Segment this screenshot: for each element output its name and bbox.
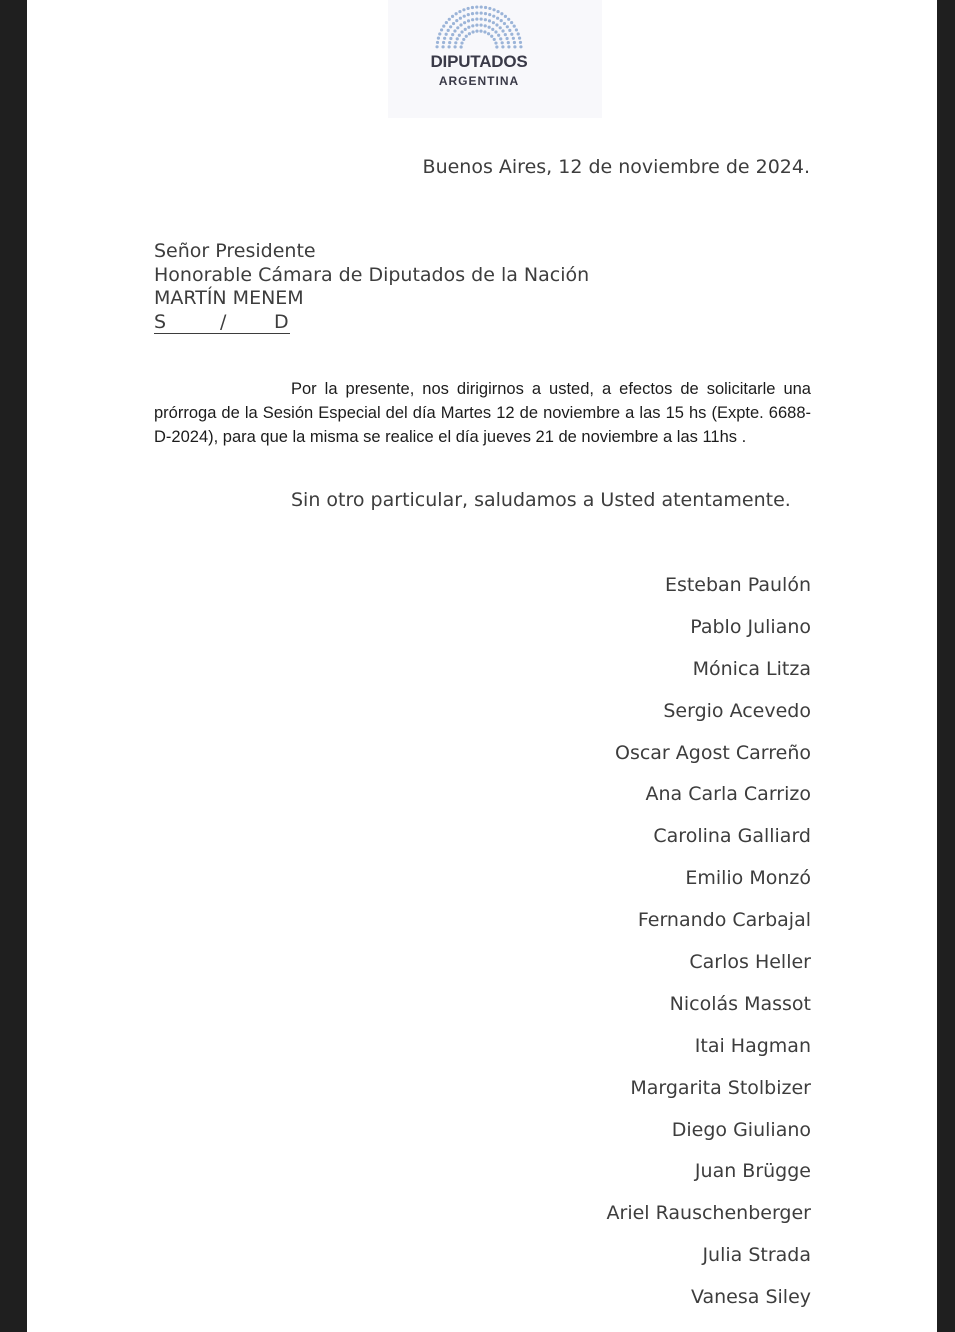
seat-dot	[484, 24, 487, 27]
seat-dot	[488, 19, 491, 22]
seat-dot	[455, 19, 458, 22]
seat-dot	[519, 45, 522, 48]
seat-dot	[456, 37, 459, 40]
addressee-line-2: Honorable Cámara de Diputados de la Nación	[154, 263, 590, 286]
signer-name: Esteban Paulón	[664, 574, 811, 596]
seat-dot	[471, 30, 474, 33]
seat-dot	[441, 45, 444, 48]
su-despacho	[154, 311, 290, 334]
signer-name: Pablo Juliano	[690, 615, 811, 638]
seat-dot	[488, 13, 491, 16]
seat-dot	[494, 41, 497, 44]
seat-dot	[452, 22, 455, 25]
seat-dot	[492, 21, 495, 24]
seat-dot	[462, 8, 465, 11]
seat-dot	[464, 28, 467, 31]
seat-dot	[437, 37, 440, 40]
seat-dot	[459, 17, 462, 20]
seat-dot	[503, 22, 506, 25]
seat-dot	[448, 18, 451, 21]
letter-date: Buenos Aires, 12 de noviembre de 2024.	[422, 156, 810, 178]
signer-name: Nicolás Massot	[669, 992, 811, 1015]
seat-dot	[463, 15, 466, 18]
seat-dot	[475, 11, 478, 14]
seat-dot	[479, 30, 482, 33]
sd-s: S	[154, 310, 167, 333]
seat-dot	[490, 35, 493, 38]
signer-name: Mónica Litza	[692, 657, 811, 680]
addressee-line-3: MARTÍN MENEM	[154, 287, 304, 309]
seat-dot	[488, 26, 491, 29]
letter-body: Por la presente, nos dirigirnos a usted, a efectos de solicitarle una prórroga de la Sesión Especial del día Martes 12 de noviembre a las 15 hs (Expte. 6688-D-2024), para que la misma se realice el día jueves 21 de noviembre a las 11hs .	[154, 380, 811, 446]
logo-subtitle: ARGENTINA	[438, 74, 520, 88]
seat-dot	[467, 7, 470, 10]
seat-dot	[507, 18, 510, 21]
seat-dot	[491, 28, 494, 31]
seat-dot	[506, 37, 509, 40]
seat-dot	[445, 21, 448, 24]
seat-dot	[443, 37, 446, 40]
seat-dot	[455, 12, 458, 15]
seat-dot	[467, 26, 470, 29]
addressee-block	[154, 240, 589, 334]
seat-dot	[463, 21, 466, 24]
signer-name: Ariel Rauschenberger	[606, 1202, 811, 1225]
signer-name: Sergio Acevedo	[663, 699, 811, 722]
seat-dot	[518, 37, 521, 40]
signer-name: Emilio Monzó	[685, 867, 811, 890]
seat-dot	[487, 32, 490, 35]
seat-dot	[519, 41, 522, 44]
seat-dot	[507, 41, 510, 44]
seat-dot	[460, 45, 463, 48]
seat-dot	[495, 23, 498, 26]
seat-dot	[459, 23, 462, 26]
seat-dot	[440, 28, 443, 31]
seat-dot	[471, 12, 474, 15]
seat-dot	[484, 18, 487, 21]
seat-dot	[515, 28, 518, 31]
seat-dot	[442, 41, 445, 44]
signer-name: Diego Giuliano	[671, 1118, 811, 1141]
seat-dot	[479, 23, 482, 26]
seat-dot	[506, 25, 509, 28]
seat-dot	[480, 5, 483, 8]
seat-dot	[517, 32, 520, 35]
seat-dot	[510, 21, 513, 24]
signer-name: Carlos Heller	[689, 951, 811, 974]
seat-dot	[497, 34, 500, 37]
signer-name: Julia Strada	[702, 1244, 811, 1267]
seat-dot	[504, 33, 507, 36]
signer-list	[607, 572, 811, 1326]
seat-dot	[501, 41, 504, 44]
seat-dot	[454, 41, 457, 44]
signer-name: Vanesa Siley	[690, 1286, 811, 1309]
seat-dot	[449, 37, 452, 40]
addressee-line-1: Señor Presidente	[154, 240, 316, 262]
sd-slash: /	[220, 310, 227, 333]
seat-dot	[499, 26, 502, 29]
seat-dot	[500, 19, 503, 22]
logo-title: DIPUTADOS	[430, 52, 528, 71]
seat-dot	[507, 45, 510, 48]
signer-name: Margarita Stolbizer	[630, 1076, 811, 1099]
seat-dot	[512, 37, 515, 40]
seat-dot	[453, 45, 456, 48]
seat-dot	[483, 30, 486, 33]
seat-dot	[510, 33, 513, 36]
seat-dot	[456, 26, 459, 29]
seat-dot	[465, 35, 468, 38]
seat-dot	[484, 6, 487, 9]
signer-name: Ana Carla Carrizo	[645, 783, 811, 806]
seat-dot	[513, 25, 516, 28]
seat-dot	[447, 45, 450, 48]
seat-dot	[462, 38, 465, 41]
seat-dot	[471, 18, 474, 21]
document-page	[27, 0, 937, 1332]
seat-dot	[496, 17, 499, 20]
seat-dot	[492, 15, 495, 18]
seat-dot	[513, 41, 516, 44]
seat-dot	[471, 6, 474, 9]
seat-dot	[448, 41, 451, 44]
seat-dot	[500, 12, 503, 15]
seat-dot	[453, 29, 456, 32]
seat-dot	[447, 29, 450, 32]
seat-dot	[460, 41, 463, 44]
seat-dot	[436, 41, 439, 44]
sd-d: D	[274, 310, 289, 333]
seat-dot	[494, 30, 497, 33]
seat-dot	[496, 10, 499, 13]
seat-dot	[484, 12, 487, 15]
seat-dot	[495, 45, 498, 48]
seat-dot	[488, 7, 491, 10]
signer-name: Juan Brügge	[694, 1160, 811, 1183]
seat-dot	[492, 8, 495, 11]
seat-dot	[513, 45, 516, 48]
seat-dot	[451, 33, 454, 36]
seat-dot	[467, 13, 470, 16]
seat-dot	[499, 37, 502, 40]
seat-dot	[458, 10, 461, 13]
seat-dot	[467, 19, 470, 22]
seat-dot	[480, 11, 483, 14]
seat-dot	[501, 45, 504, 48]
seat-dot	[460, 30, 463, 33]
seat-dot	[475, 17, 478, 20]
seat-dot	[480, 17, 483, 20]
signer-name: Carolina Galliard	[653, 825, 811, 848]
seat-dot	[458, 34, 461, 37]
seat-dot	[475, 5, 478, 8]
seat-dot	[445, 33, 448, 36]
seat-dot	[493, 38, 496, 41]
seat-dot	[451, 15, 454, 18]
signer-name: Oscar Agost Carreño	[614, 741, 811, 764]
seat-dot	[449, 25, 452, 28]
diputados-logo	[388, 0, 602, 118]
letter-closing: Sin otro particular, saludamos a Usted atentamente.	[291, 489, 791, 511]
signer-name: Fernando Carbajal	[637, 909, 811, 932]
seat-dot	[508, 29, 511, 32]
seat-dot	[475, 30, 478, 33]
seat-dot	[442, 25, 445, 28]
signer-name: Itai Hagman	[694, 1034, 811, 1057]
seat-dot	[475, 23, 478, 26]
seat-dot	[504, 15, 507, 18]
seat-dot	[471, 24, 474, 27]
seat-dot	[438, 32, 441, 35]
hemicycle-icon	[431, 3, 527, 51]
seat-dot	[468, 32, 471, 35]
seat-dot	[435, 45, 438, 48]
seat-dot	[501, 29, 504, 32]
